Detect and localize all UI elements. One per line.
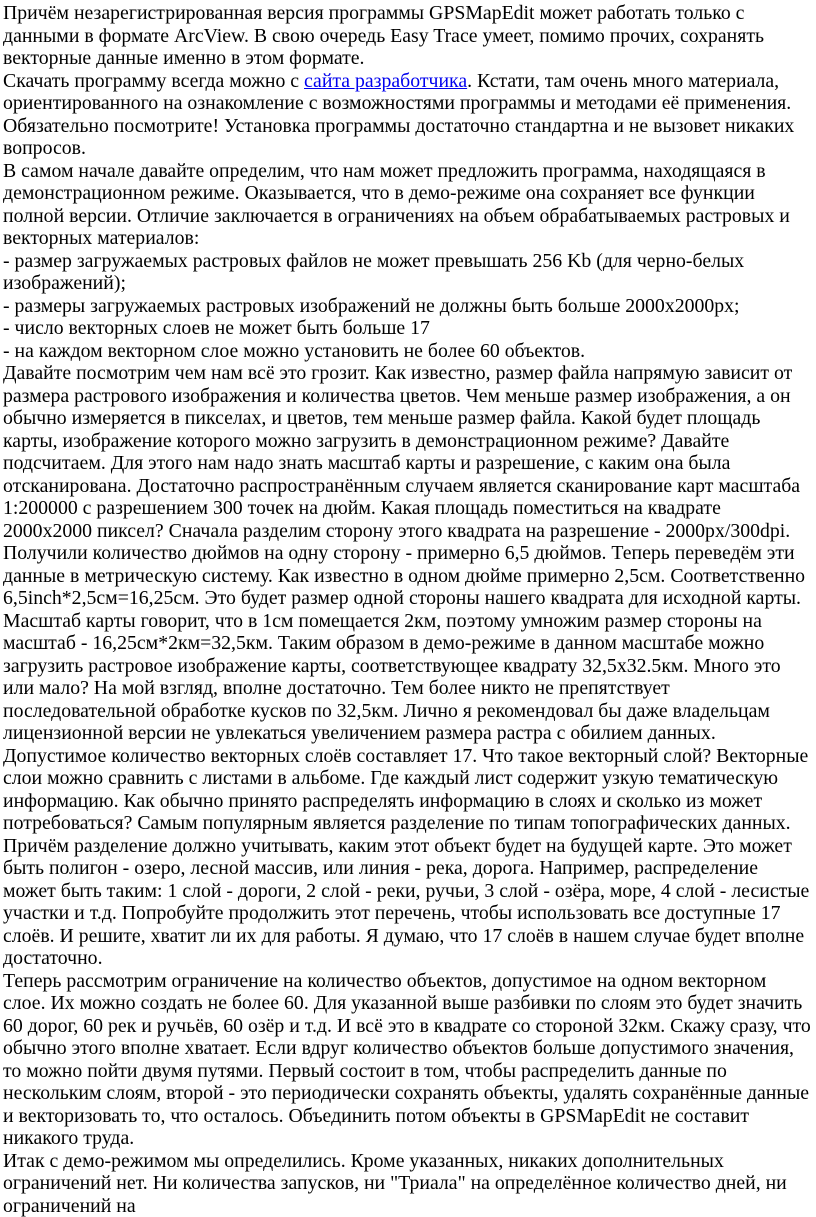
limit-item-raster-size: - размер загружаемых растровых файлов не может превышать 256 Kb (для черно-белых изображений); — [3, 250, 812, 295]
developer-site-link[interactable]: сайта разработчика — [304, 70, 467, 92]
paragraph-download — [3, 70, 812, 160]
download-text-before: Скачать программу всегда можно с — [3, 70, 304, 92]
download-text-after: . Кстати, там очень много материала, ориентированного на ознакомление с возможностями программы и методами её применения. Обязательно посмотрите! Установка программы достаточно стандартна и не вызовет никаких вопросов. — [3, 70, 794, 160]
paragraph-conclusion: Итак с демо-режимом мы определились. Кроме указанных, никаких дополнительных ограничений нет. Ни количества запусков, ни "Триала" на определённое количество дней, ни ограничений на — [3, 1150, 812, 1217]
paragraph-vector-layers: Допустимое количество векторных слоёв составляет 17. Что такое векторный слой? Векторные слои можно сравнить с листами в альбоме. Где каждый лист содержит узкую тематическую информацию. Как обычно принято распределять информацию в слоях и сколько из может потребоваться? Самым популярным является разделение по типам топографических данных. Причём разделение должно учитывать, каким этот объект будет на будущей карте. Это может быть полигон - озеро, лесной массив, или линия - река, дорога. Например, распределение может быть таким: 1 слой - дороги, 2 слой - реки, ручьи, 3 слой - озёра, море, 4 слой - лесистые участки и т.д. Попробуйте продолжить этот перечень, чтобы использовать все доступные 17 слоёв. И решите, хватит ли их для работы. Я думаю, что 17 слоёв в нашем случае будет вполне достаточно. — [3, 745, 812, 970]
paragraph-gpsmapedit-intro: Причём незарегистрированная версия программы GPSMapEdit может работать только с данными в формате ArcView. В свою очередь Easy Trace умеет, помимо прочих, сохранять векторные данные именно в этом формате. — [3, 2, 812, 70]
limit-item-objects-per-layer: - на каждом векторном слое можно установить не более 60 объектов. — [3, 340, 812, 363]
paragraph-raster-calculation: Давайте посмотрим чем нам всё это грозит. Как известно, размер файла напрямую зависит от размера растрового изображения и количества цветов. Чем меньше размер изображения, а он обычно измеряется в пикселах, и цветов, тем меньше размер файла. Какой будет площадь карты, изображение которого можно загрузить в демонстрационном режиме? Давайте подсчитаем. Для этого нам надо знать масштаб карты и разрешение, с каким она была отсканирована. Достаточно распространённым случаем является сканирование карт масштаба 1:200000 с разрешением 300 точек на дюйм. Какая площадь поместиться на квадрате 2000x2000 пиксел? Сначала разделим сторону этого квадрата на разрешение - 2000px/300dpi. Получили количество дюймов на одну сторону - примерно 6,5 дюймов. Теперь переведём эти данные в метрическую систему. Как известно в одном дюйме примерно 2,5см. Соответственно 6,5inch*2,5см=16,25см. Это будет размер одной стороны нашего квадрата для исходной карты. Масштаб карты говорит, что в 1см помещается 2км, поэтому умножим размер стороны на масштаб - 16,25см*2км=32,5км. Таким образом в демо-режиме в данном масштабе можно загрузить растровое изображение карты, соответствующее квадрату 32,5x32.5км. Много это или мало? На мой взгляд, вполне достаточно. Тем более никто не препятствует последовательной обработке кусков по 32,5км. Лично я рекомендовал бы даже владельцам лицензионной версии не увлекаться увеличением размера растра с обилием данных. — [3, 362, 812, 745]
limit-item-vector-layers: - число векторных слоев не может быть больше 17 — [3, 317, 812, 340]
paragraph-object-limit: Теперь рассмотрим ограничение на количество объектов, допустимое на одном векторном слое. Их можно создать не более 60. Для указанной выше разбивки по слоям это будет значить 60 дорог, 60 рек и ручьёв, 60 озёр и т.д. И всё это в квадрате со стороной 32км. Скажу сразу, что обычно этого вполне хватает. Если вдруг количество объектов больше допустимого значения, то можно пойти двумя путями. Первый состоит в том, чтобы распределить данные по нескольким слоям, второй - это периодически сохранять объекты, удалять сохранённые данные и векторизовать то, что осталось. Объединить потом объекты в GPSMapEdit не составит никакого труда. — [3, 970, 812, 1150]
paragraph-demo-mode: В самом начале давайте определим, что нам может предложить программа, находящаяся в демонстрационном режиме. Оказывается, что в демо-режиме она сохраняет все функции полной версии. Отличие заключается в ограничениях на объем обрабатываемых растровых и векторных материалов: — [3, 160, 812, 250]
limit-item-raster-dimensions: - размеры загружаемых растровых изображений не должны быть больше 2000x2000px; — [3, 295, 812, 318]
